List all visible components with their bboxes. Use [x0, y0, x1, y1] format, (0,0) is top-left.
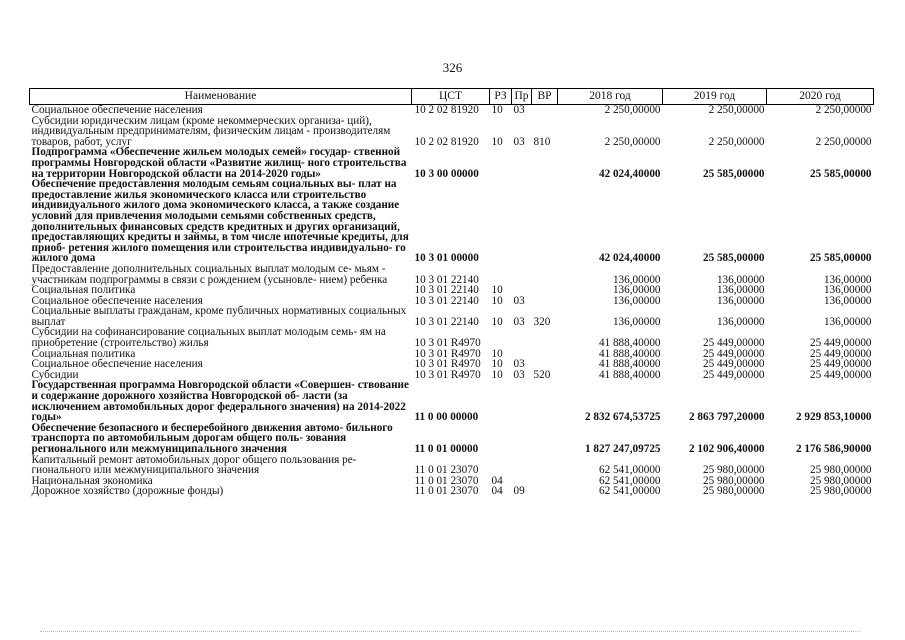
- header-name: Наименование: [30, 89, 412, 105]
- cell-name: Капитальный ремонт автомобильных дорог общего пользования ре- гионального или межмуниципального значения: [31, 453, 357, 477]
- cell-y2018: 136,00000: [612, 315, 661, 328]
- cell-rz: [490, 455, 512, 476]
- cell-pr: 03: [513, 104, 525, 116]
- cell-cst: 10 2 02 81920: [414, 104, 479, 116]
- cell-y2018: 42 024,40000: [598, 252, 661, 265]
- cell-pr: 03: [513, 135, 525, 148]
- cell-vr: [532, 423, 558, 455]
- cell-y2018: 41 888,40000: [598, 347, 661, 360]
- header-2018: 2018 год: [558, 89, 663, 105]
- cell-y2020: 25 980,00000: [809, 485, 872, 498]
- cell-y2019: 25 449,00000: [702, 337, 765, 350]
- cell-y2020: 25 585,00000: [809, 252, 872, 265]
- header-vr: ВР: [532, 89, 558, 105]
- cell-y2020: 2 176 586,90000: [795, 443, 872, 455]
- header-2019: 2019 год: [663, 89, 767, 105]
- cell-y2020: 136,00000: [823, 273, 872, 286]
- table-row: [30, 105, 874, 116]
- cell-y2018: 2 250,00000: [604, 104, 661, 116]
- cell-vr: [532, 179, 558, 264]
- cell-y2018: 42 024,40000: [598, 167, 661, 180]
- cell-name: Социальная политика: [31, 347, 136, 360]
- cell-pr: 03: [513, 315, 525, 328]
- cell-rz: 10: [491, 294, 503, 307]
- cell-y2019: 25 980,00000: [702, 485, 765, 498]
- cell-cst: 11 0 01 23070: [414, 474, 479, 487]
- cell-vr: [532, 147, 558, 179]
- cell-y2019: 136,00000: [716, 315, 765, 328]
- table-row: [30, 455, 874, 476]
- cell-y2020: 2 929 853,10000: [795, 411, 872, 424]
- cell-cst: 11 0 01 23070: [414, 464, 479, 477]
- table-row: [30, 306, 874, 327]
- cell-cst: 10 3 01 R4970: [414, 347, 481, 360]
- cell-pr: 03: [513, 294, 525, 307]
- cell-name: Социальное обеспечение населения: [31, 294, 203, 307]
- cell-cst: 11 0 01 00000: [414, 443, 479, 455]
- cell-cst: 10 3 01 00000: [414, 252, 479, 265]
- cell-pr: [512, 147, 532, 179]
- cell-y2020: 25 980,00000: [809, 474, 872, 487]
- header-2020: 2020 год: [767, 89, 874, 105]
- table-row: [30, 179, 874, 264]
- cell-rz: 04: [491, 474, 503, 487]
- cell-name: Субсидии юридическим лицам (кроме некоммерческих организа- ций), индивидуальным предпринимателям, физическим лицам - производителям товаров, работ, услуг: [31, 114, 391, 148]
- cell-y2018: 1 827 247,09725: [584, 443, 661, 455]
- cell-y2019: 2 250,00000: [708, 104, 765, 116]
- cell-cst: 10 3 01 R4970: [414, 337, 481, 350]
- cell-y2020: 136,00000: [823, 294, 872, 307]
- cell-name: Обеспечение предоставления молодым семьям социальных вы- плат на предоставление жилья экономического класса или строительство индивидуального жилого дома экономического класса, а также создание условий для привлечения молодыми семьями собственных средств, дополнительных финансовых средств кредитных и других организаций, предоставляющих кредиты и займы, в том числе ипотечные кредиты, для приоб- ретения жилого помещения или строительства индивидуально- го жилого дома: [31, 178, 409, 265]
- cell-cst: 10 3 01 22140: [414, 273, 479, 286]
- cell-name: Субсидии: [31, 368, 79, 381]
- cell-y2019: 136,00000: [716, 284, 765, 297]
- cell-rz: [490, 380, 512, 422]
- page-number: 326: [442, 60, 463, 75]
- cell-y2019: 2 102 906,40000: [688, 443, 765, 455]
- cell-y2020: 2 250,00000: [815, 135, 872, 148]
- cell-vr: 520: [533, 368, 551, 381]
- cell-vr: [532, 264, 558, 285]
- cell-rz: [490, 147, 512, 179]
- cell-y2019: 2 250,00000: [708, 135, 765, 148]
- cell-vr: [532, 285, 558, 296]
- cell-y2020: 25 585,00000: [809, 167, 872, 180]
- cell-cst: 11 0 01 23070: [414, 485, 479, 498]
- cell-y2018: 41 888,40000: [598, 337, 661, 350]
- header-row: [30, 89, 874, 105]
- table-body: [30, 105, 874, 497]
- cell-name: Социальная политика: [31, 284, 136, 297]
- cell-y2018: 2 250,00000: [604, 135, 661, 148]
- cell-rz: [490, 423, 512, 455]
- cell-rz: 10: [491, 135, 503, 148]
- cell-rz: [490, 327, 512, 348]
- cell-rz: [490, 264, 512, 285]
- cell-y2019: 136,00000: [716, 273, 765, 286]
- cell-y2020: 25 449,00000: [809, 337, 872, 350]
- cell-y2019: 25 980,00000: [702, 474, 765, 487]
- cell-cst: 10 3 01 22140: [414, 294, 479, 307]
- cell-cst: 10 2 02 81920: [414, 135, 479, 148]
- header-pr: Пр: [512, 89, 532, 105]
- table-row: [30, 380, 874, 422]
- cell-y2019: 25 449,00000: [702, 368, 765, 381]
- cell-name: Дорожное хозяйство (дорожные фонды): [31, 485, 224, 498]
- cell-y2018: 136,00000: [612, 284, 661, 297]
- budget-table: [29, 88, 874, 497]
- table-row: [30, 486, 874, 497]
- cell-vr: [532, 455, 558, 476]
- cell-vr: [532, 349, 558, 360]
- cell-y2019: 2 863 797,20000: [688, 411, 765, 424]
- cell-vr: [532, 105, 558, 116]
- cell-rz: 10: [491, 368, 503, 381]
- cell-y2018: 62 541,00000: [598, 474, 661, 487]
- cell-cst: 10 3 01 R4970: [414, 358, 481, 371]
- cell-rz: 10: [491, 315, 503, 328]
- cell-vr: [532, 296, 558, 307]
- cell-vr: [532, 476, 558, 487]
- cell-y2020: 136,00000: [823, 284, 872, 297]
- table-row: [30, 264, 874, 285]
- cell-name: Социальные выплаты гражданам, кроме публичных нормативных социальных выплат: [31, 305, 407, 328]
- cell-y2019: 25 980,00000: [702, 464, 765, 477]
- cell-y2020: 25 980,00000: [809, 464, 872, 477]
- cell-name: Государственная программа Новгородской области «Совершен- ствование и содержание дорожного хозяйства Новгородской об- ласти (за исключением автомобильных дорог федерального значения) на 2014-2022 годы»: [31, 379, 409, 424]
- table-row: [30, 147, 874, 179]
- cell-pr: 03: [513, 368, 525, 381]
- cell-pr: 03: [513, 358, 525, 371]
- cell-y2020: 2 250,00000: [815, 104, 872, 116]
- cell-y2019: 136,00000: [716, 294, 765, 307]
- cell-vr: [532, 327, 558, 348]
- table-row: [30, 327, 874, 348]
- cell-name: Обеспечение безопасного и бесперебойного движения автомо- бильного транспорта по автомобильным дорогам общего поль- зования регионального или межмуниципального значения: [31, 421, 393, 455]
- cell-rz: 04: [491, 485, 503, 498]
- cell-cst: 10 3 01 R4970: [414, 368, 481, 381]
- cell-y2019: 25 449,00000: [702, 347, 765, 360]
- table-row: [30, 116, 874, 148]
- cell-rz: 10: [491, 104, 503, 116]
- cell-y2020: 25 449,00000: [809, 368, 872, 381]
- cell-name: Предоставление дополнительных социальных выплат молодым се- мьям - участникам подпрограммы в связи с рождением (усыновле- нием) ребенка: [31, 262, 388, 286]
- cell-y2019: 25 585,00000: [702, 252, 765, 265]
- page-edge-artifact: [40, 631, 860, 636]
- header-cst: ЦСТ: [412, 89, 490, 105]
- cell-pr: [512, 327, 532, 348]
- cell-y2018: 136,00000: [612, 294, 661, 307]
- cell-y2018: 41 888,40000: [598, 368, 661, 381]
- cell-vr: 320: [533, 315, 551, 328]
- cell-y2018: 62 541,00000: [598, 464, 661, 477]
- table-row: [30, 423, 874, 455]
- cell-y2018: 2 832 674,53725: [584, 411, 661, 424]
- cell-y2020: 25 449,00000: [809, 347, 872, 360]
- cell-pr: [512, 179, 532, 264]
- cell-pr: 09: [513, 485, 525, 498]
- cell-rz: 10: [491, 358, 503, 371]
- cell-rz: 10: [491, 284, 503, 297]
- header-rz: РЗ: [490, 89, 512, 105]
- cell-name: Социальное обеспечение населения: [31, 104, 203, 116]
- cell-name: Подпрограмма «Обеспечение жильем молодых семей» государ- ственной программы Новгородской области «Развитие жилищ- ного строительства на территории Новгородской области на 2014-2020 годы»: [31, 146, 407, 180]
- cell-vr: [532, 380, 558, 422]
- cell-y2020: 136,00000: [823, 315, 872, 328]
- table-header: [30, 89, 874, 105]
- cell-vr: [532, 486, 558, 497]
- cell-y2019: 25 449,00000: [702, 358, 765, 371]
- cell-vr: 810: [533, 135, 551, 148]
- cell-y2018: 41 888,40000: [598, 358, 661, 371]
- cell-pr: [512, 380, 532, 422]
- cell-y2018: 62 541,00000: [598, 485, 661, 498]
- cell-y2019: 25 585,00000: [702, 167, 765, 180]
- cell-rz: [490, 179, 512, 264]
- cell-pr: [512, 264, 532, 285]
- cell-cst: 10 3 00 00000: [414, 167, 479, 180]
- cell-cst: 10 3 01 22140: [414, 315, 479, 328]
- cell-name: Национальная экономика: [31, 474, 153, 487]
- cell-pr: [512, 455, 532, 476]
- cell-y2020: 25 449,00000: [809, 358, 872, 371]
- cell-cst: 11 0 00 00000: [414, 411, 479, 424]
- cell-y2018: 136,00000: [612, 273, 661, 286]
- cell-pr: [512, 423, 532, 455]
- cell-name: Субсидии на софинансирование социальных выплат молодым семь- ям на приобретение (строительство) жилья: [31, 326, 386, 350]
- cell-name: Социальное обеспечение населения: [31, 358, 203, 371]
- cell-rz: 10: [491, 347, 503, 360]
- cell-cst: 10 3 01 22140: [414, 284, 479, 297]
